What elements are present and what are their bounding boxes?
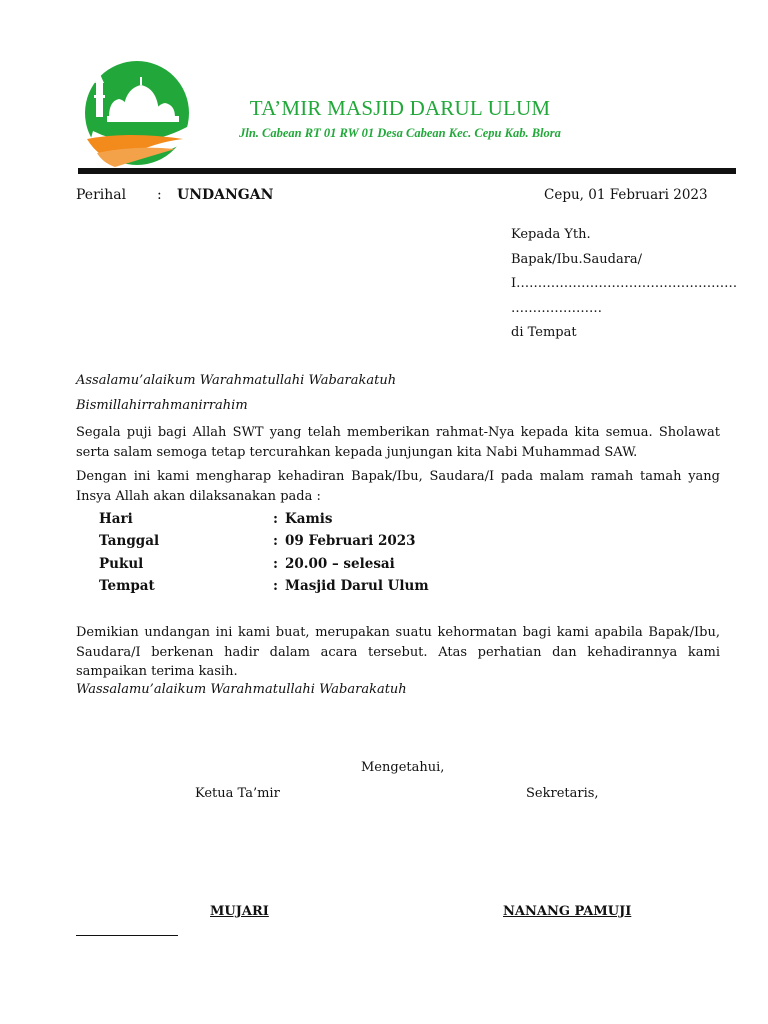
paragraph-opening: Segala puji bagi Allah SWT yang telah memberikan rahmat-Nya kepada kita semua. Sholawat serta salam semoga tetap tercurahkan kepada junjungan kita Nabi Muhammad SAW.	[76, 425, 720, 460]
detail-colon: :	[273, 555, 278, 572]
paragraph-closing: Demikian undangan ini kami buat, merupakan suatu kehormatan bagi kami apabila Bapak/Ibu, Saudara/I berkenan hadir dalam acara tersebut. Atas perhatian dan kehadirannya kami sampaikan terima kasih.	[76, 625, 720, 679]
detail-label: Pukul	[99, 555, 144, 572]
detail-label: Tempat	[99, 577, 155, 594]
mosque-logo	[79, 61, 199, 171]
detail-colon: :	[273, 577, 278, 594]
perihal-label: Perihal	[76, 187, 127, 203]
recipient-line: di Tempat	[511, 325, 577, 340]
footnote-divider	[76, 935, 178, 936]
perihal-value: UNDANGAN	[177, 187, 274, 203]
org-address: Jln. Cabean RT 01 RW 01 Desa Cabean Kec. Cepu Kab. Blora	[239, 126, 561, 140]
detail-colon: :	[273, 511, 278, 527]
detail-value: 09 Februari 2023	[285, 533, 416, 550]
recipient-block	[511, 223, 738, 346]
letterhead-divider	[78, 168, 736, 174]
closing-salutation: Wassalamu’alaikum Warahmatullahi Wabarakatuh	[76, 682, 407, 697]
paragraph-invitation: Dengan ini kami mengharap kehadiran Bapak/Ibu, Saudara/I pada malam ramah tamah yang Insya Allah akan dilaksanakan pada :	[76, 469, 720, 504]
detail-row-tanggal	[99, 533, 549, 555]
chairman-title: Ketua Ta’mir	[195, 786, 280, 801]
event-details	[99, 511, 549, 600]
detail-value: Masjid Darul Ulum	[285, 577, 429, 594]
mosque-logo-icon	[79, 61, 199, 171]
bismillah: Bismillahirrahmanirrahim	[76, 398, 248, 413]
detail-value: 20.00 – selesai	[285, 555, 395, 572]
chairman-name: MUJARI	[210, 904, 269, 919]
detail-row-pukul	[99, 556, 549, 578]
secretary-name: NANANG PAMUJI	[503, 904, 632, 919]
detail-label: Hari	[99, 511, 133, 527]
perihal-colon: :	[157, 187, 162, 203]
detail-value: Kamis	[285, 511, 333, 527]
letter-date: Cepu, 01 Februari 2023	[544, 187, 708, 203]
org-name: TA’MIR MASJID DARUL ULUM	[249, 96, 551, 120]
recipient-line: Kepada Yth.	[511, 227, 591, 242]
secretary-title: Sekretaris,	[526, 786, 599, 801]
recipient-line: I……………………………………………	[511, 276, 738, 291]
detail-label: Tanggal	[99, 533, 160, 550]
acknowledged-label: Mengetahui,	[361, 760, 445, 775]
recipient-line: …………………	[511, 300, 602, 316]
detail-colon: :	[273, 533, 278, 550]
detail-row-hari	[99, 511, 549, 533]
svg-text:مسجد دار العلوم: مسجد دار العلوم	[113, 123, 169, 132]
greeting: Assalamu’alaikum Warahmatullahi Wabarakatuh	[76, 373, 397, 388]
recipient-line: Bapak/Ibu.Saudara/	[511, 251, 643, 267]
detail-row-tempat	[99, 578, 549, 600]
